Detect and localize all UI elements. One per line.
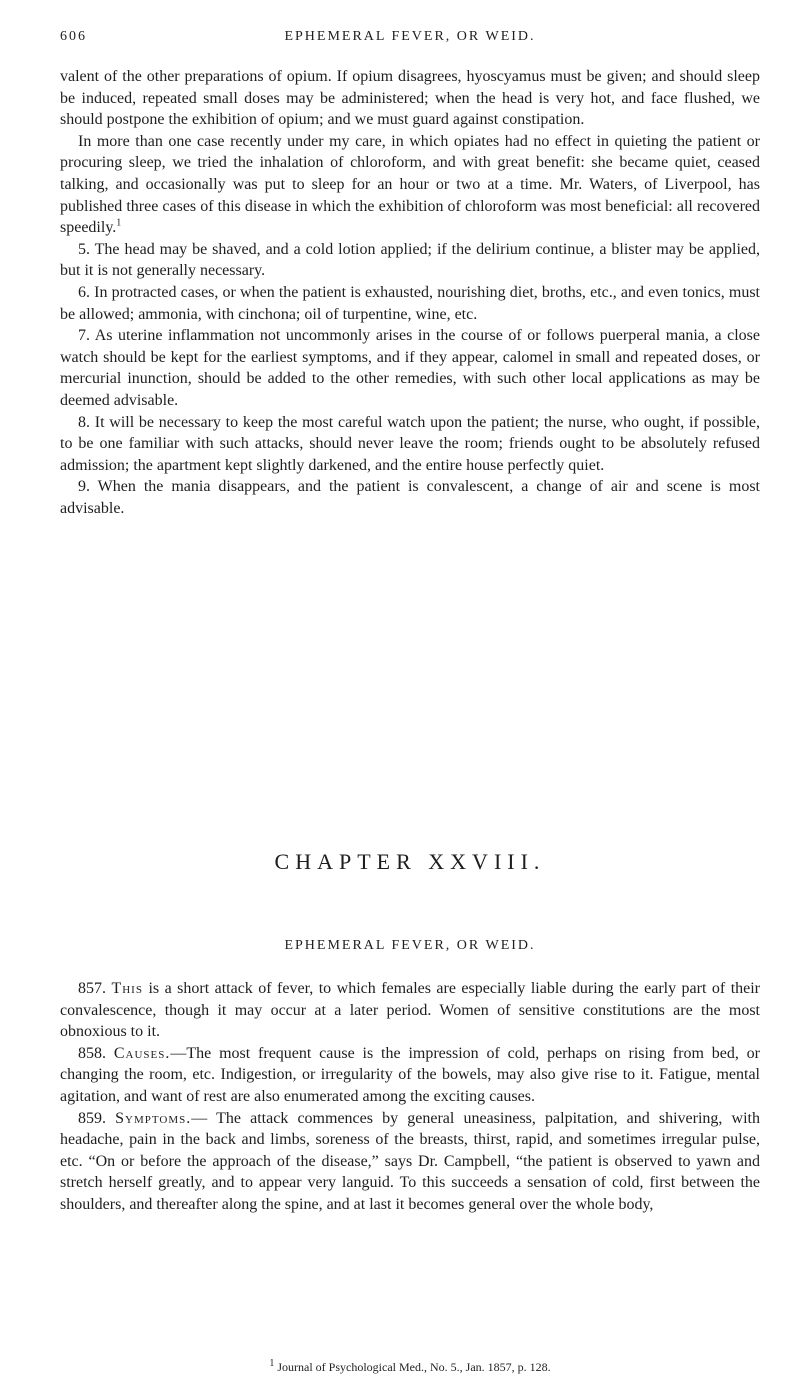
section-number: 859. <box>78 1109 106 1127</box>
ephemeral-fever-section <box>60 978 760 1216</box>
footnote-reference: 1 <box>116 217 122 229</box>
paragraph-9: 9. When the mania disappears, and the patient is convalescent, a change of air and scene is most advisable. <box>60 478 760 517</box>
paragraph-opium: valent of the other preparations of opium. If opium disagrees, hyoscyamus must be given; and should sleep be induced, repeated small doses may be administered; when the head is very hot, and face flushed, we should postpone the exhibition of opium; and we must guard against constipation. <box>60 68 760 129</box>
footnote-mark: 1 <box>269 1358 275 1369</box>
paragraph-857 <box>60 978 760 1043</box>
paragraph-8: 8. It will be necessary to keep the most careful watch upon the patient; the nurse, who ought, if possible, to be one familiar with such attacks, should never leave the room; friends ought to be absolutely refused admission; the apartment kept slightly darkened, and the entire house perfectly quiet. <box>60 413 760 474</box>
section-number: 858. <box>78 1044 106 1062</box>
treatment-section <box>60 66 760 519</box>
chapter-heading: CHAPTER XXVIII. <box>274 849 546 874</box>
footnote-text: Journal of Psychological Med., No. 5., Jan. 1857, p. 128. <box>277 1360 551 1374</box>
header-title: EPHEMERAL FEVER, OR WEID. <box>284 29 536 44</box>
paragraph-chloroform-text: In more than one case recently under my care, in which opiates had no effect in quieting the patient or procuring sleep, we tried the inhalation of chloroform, and with great benefit: she became quiet, ceased talking, and occasionally was put to sleep for an hour or two at a time. Mr. Waters, of Liverpool, has published three cases of this disease in which the exhibition of chloroform was most beneficial: all recovered speedily. <box>60 132 760 237</box>
footnote <box>60 1360 760 1375</box>
causes-heading: Causes. <box>113 1044 171 1062</box>
paragraph-chloroform <box>60 131 760 239</box>
paragraph-857-text: is a short attack of fever, to which females are especially liable during the early part of their convalescence, though it may occur at a later period. Women of sensitive constitutions are the most obnoxious to it. <box>60 980 761 1041</box>
paragraph-7: 7. As uterine inflammation not uncommonly arises in the course of or follows puerperal mania, a close watch should be kept for the earliest symptoms, and if they appear, calomel in small and repeated doses, or mercurial inunction, should be added to the other remedies, with such other local applications as may be deemed advisable. <box>60 327 760 409</box>
paragraph-5: 5. The head may be shaved, and a cold lotion applied; if the delirium continue, a blister may be applied, but it is not generally necessary. <box>60 240 760 280</box>
paragraph-859-text: — The attack commences by general uneasiness, palpitation, and shivering, with headache, pain in the back and limbs, soreness of the breasts, thirst, rapid, and sometimes irregular pulse, etc. “On or before the approach of the disease,” says Dr. Campbell, “the patient is observed to yawn and stretch herself greatly, and to appear very languid. To this succeeds a sensation of cold, first between the shoulders, and thereafter along the spine, and at last it becomes general over the whole body, <box>60 1109 760 1213</box>
section-number: 857. <box>78 980 106 997</box>
paragraph-859 <box>60 1108 760 1216</box>
paragraph-6: 6. In protracted cases, or when the patient is exhausted, nourishing diet, broths, etc., and even tonics, must be allowed; ammonia, with cinchona; oil of turpentine, wine, etc. <box>60 283 760 323</box>
paragraph-858 <box>60 1043 760 1108</box>
paragraph-858-text: —The most frequent cause is the impression of cold, perhaps on rising from bed, or changing the room, etc. Indigestion, or irregularity of the bowels, may also give rise to it. Fatigue, mental agitation, and want of rest are also enumerated among the exciting causes. <box>60 1044 761 1105</box>
symptoms-heading: Symptoms. <box>115 1109 192 1127</box>
paragraph-lead: This <box>111 980 143 997</box>
chapter-subtitle: EPHEMERAL FEVER, OR WEID. <box>284 938 536 953</box>
running-head <box>60 29 760 49</box>
page-number: 606 <box>60 29 87 44</box>
